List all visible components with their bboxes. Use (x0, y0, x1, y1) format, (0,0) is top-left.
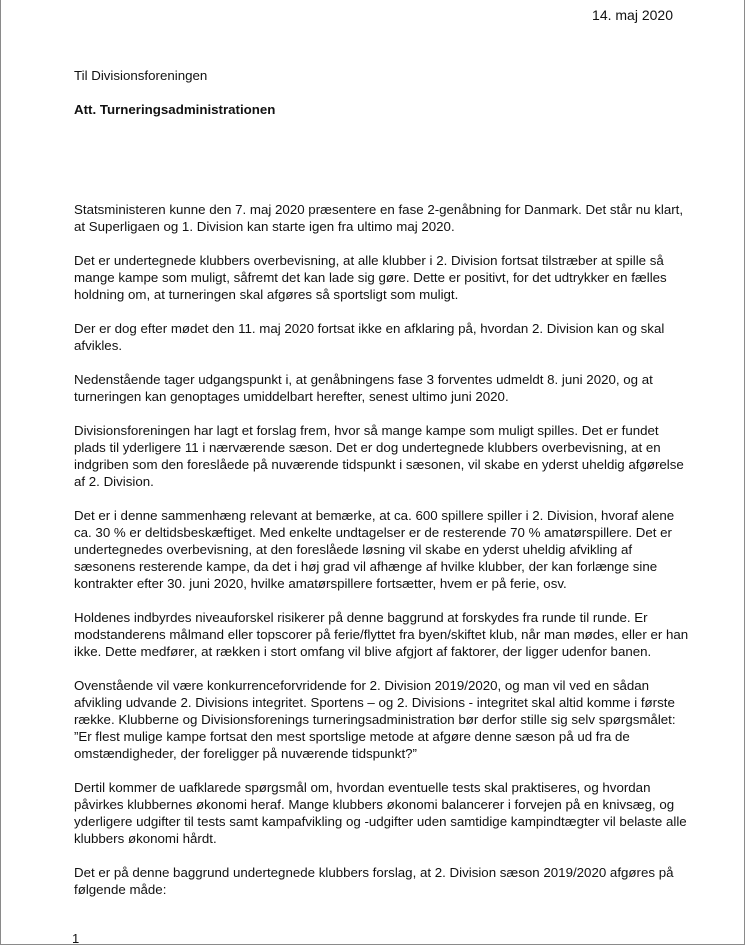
body-paragraph: Dertil kommer de uafklarede spørgsmål om, hvordan eventuelle tests skal praktiseres, og hvordan påvirkes klubbernes økonomi heraf. Mange klubbers økonomi balancerer i forvejen på en knivsæg, og yderligere udgifter til tests samt kampafvikling og -udgifter uden samtidige kampindtægter vil belaste alle klubbers økonomi hårdt. (74, 780, 687, 846)
body-paragraph: Statsministeren kunne den 7. maj 2020 præsentere en fase 2-genåbning for Danmark. Det står nu klart, at Superligaen og 1. Division kan starte igen fra ultimo maj 2020. (74, 202, 684, 234)
body-paragraph: Ovenstående vil være konkurrenceforvridende for 2. Division 2019/2020, og man vil ved en sådan afvikling udvande 2. Divisions integritet. Sportens – og 2. Divisions - integritet skal altid komme i første række. Klubberne og Divisionsforenings turneringsadministration bør derfor stille sig selv spørgsmålet: ”Er flest mulige kampe fortsat den mest sportslige metode at afgøre denne sæson på ud fra de omstændigheder, der foreligger på nuværende tidspunkt?” (74, 678, 676, 761)
body-paragraph: Det er i denne sammenhæng relevant at bemærke, at ca. 600 spillere spiller i 2. Division, hvoraf alene ca. 30 % er deltidsbeskæftiget. Med enkelte undtagelser er de resterende 70 % amatørspillere. Det er undertegnedes overbevisning, at den foreslåede løsning vil skabe en yderst uheldig afvikling af sæsonens resterende kampe, da det i høj grad vil afhænge af hvilke klubber, der kan forlænge sine kontrakter efter 30. juni 2020, hvilke amatørspillere fortsætter, hvem er på ferie, osv. (74, 508, 675, 591)
body-paragraph: Holdenes indbyrdes niveauforskel risikerer på denne baggrund at forskydes fra runde til runde. Er modstanderens målmand eller topscorer på ferie/flyttet fra byen/skiftet klub, når man mødes, eller er han ikke. Dette medfører, at rækken i stort omfang vil blive afgjort af faktorer, der ligger udenfor banen. (74, 610, 689, 659)
body-paragraph: Der er dog efter mødet den 11. maj 2020 fortsat ikke en afklaring på, hvordan 2. Division kan og skal afvikles. (74, 321, 665, 353)
letter-attention-line: Att. Turneringsadministrationen (74, 102, 276, 117)
letter-body (74, 201, 690, 915)
letter-addressee: Til Divisionsforeningen (74, 68, 208, 83)
body-paragraph: Det er undertegnede klubbers overbevisning, at alle klubber i 2. Division fortsat tilstræber at spille så mange kampe som muligt, såfremt det kan lade sig gøre. Dette er positivt, for det udtrykker en fælles holdning om, at turneringen skal afgøres så sportsligt som muligt. (74, 253, 667, 302)
letter-date: 14. maj 2020 (592, 7, 673, 23)
page-number: 1 (72, 931, 80, 945)
body-paragraph: Divisionsforeningen har lagt et forslag frem, hvor så mange kampe som muligt spilles. Det er fundet plads til yderligere 11 i nærværende sæson. Det er dog undertegnede klubbers overbevisning, at en indgriben som den foreslåede på nuværende tidspunkt i sæsonen, vil skabe en yderst uheldig afgørelse af 2. Division. (74, 423, 684, 489)
body-paragraph: Nedenstående tager udgangspunkt i, at genåbningens fase 3 forventes udmeldt 8. juni 2020, og at turneringen kan genoptages umiddelbart herefter, senest ultimo juni 2020. (74, 372, 653, 404)
body-paragraph: Det er på denne baggrund undertegnede klubbers forslag, at 2. Division sæson 2019/2020 afgøres på følgende måde: (74, 865, 674, 897)
